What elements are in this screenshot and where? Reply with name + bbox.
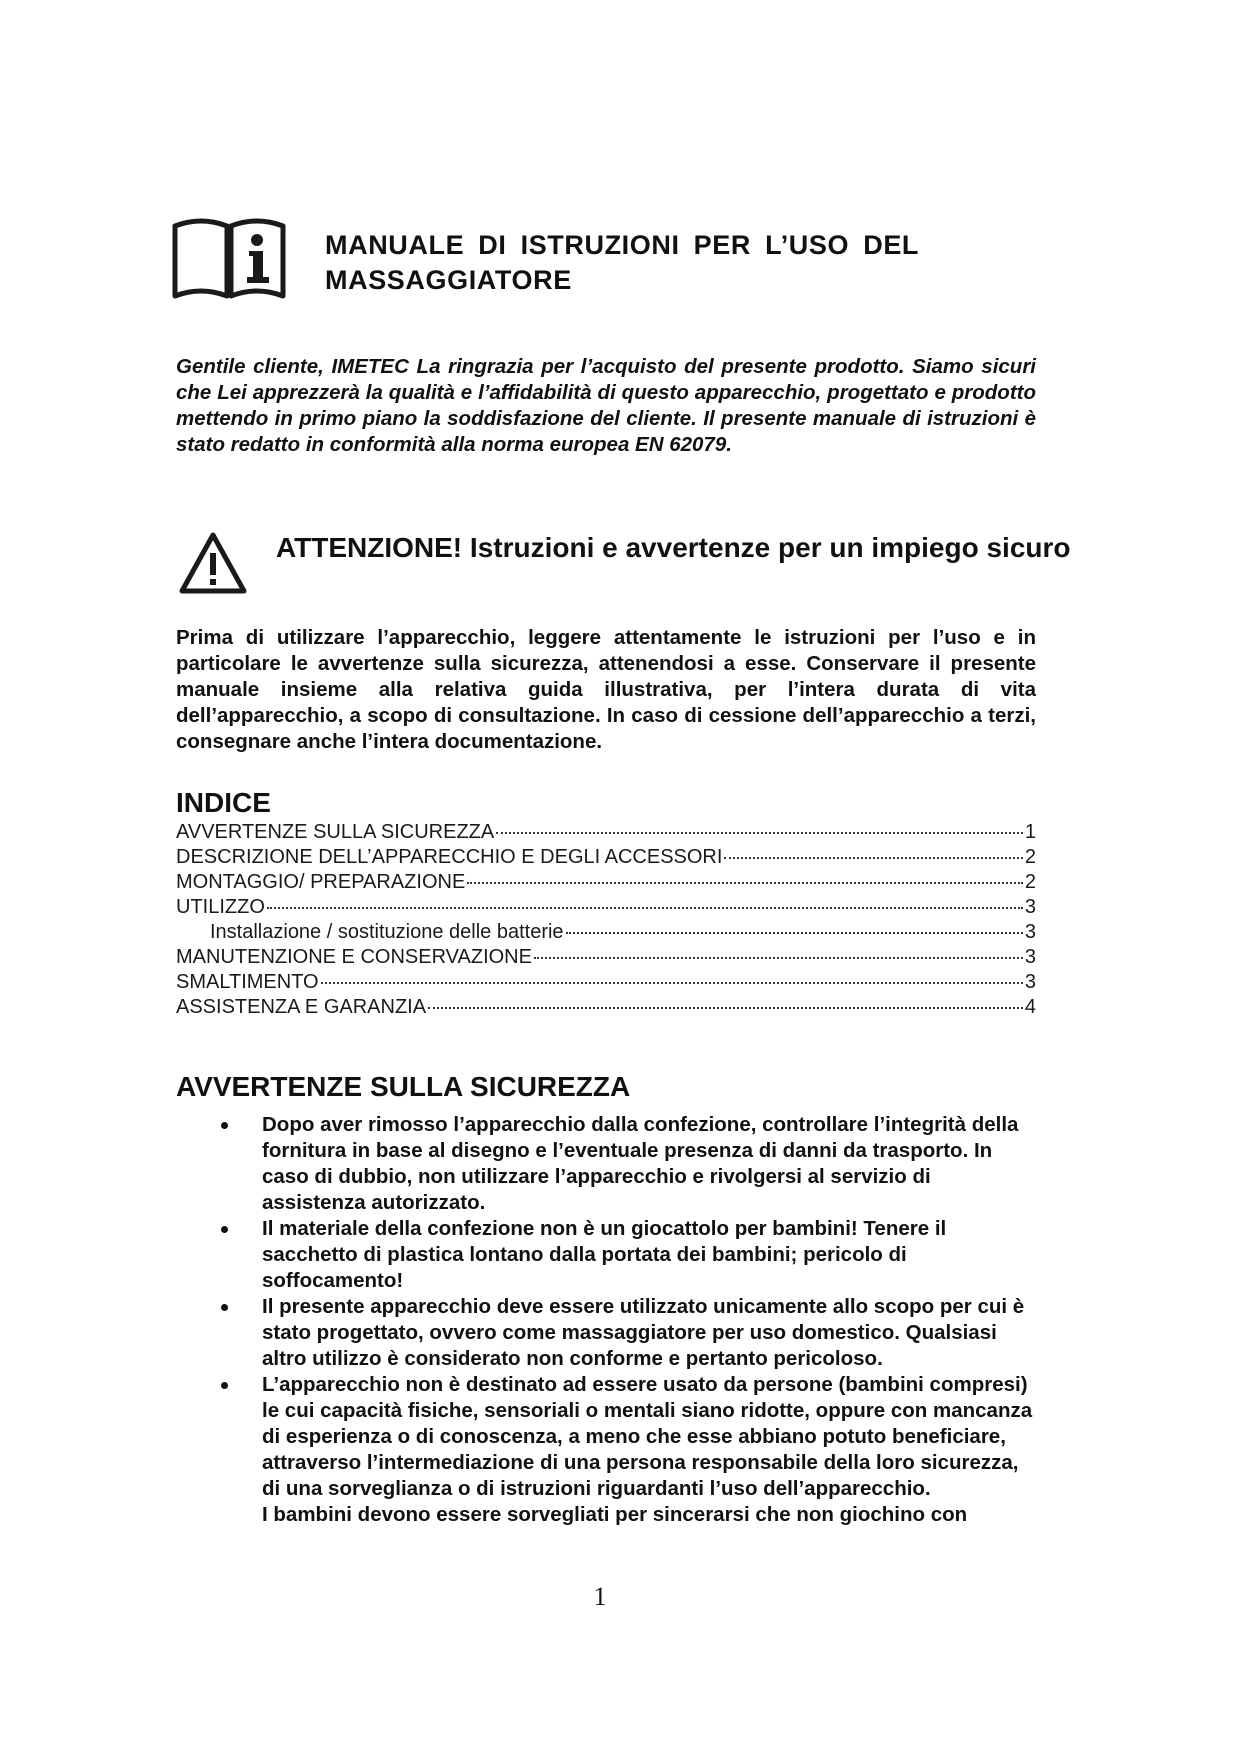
toc-entry: [176, 946, 1036, 971]
toc-leader: [321, 981, 1023, 984]
title-line-1: MANUALE DI ISTRUZIONI PER L’USO DEL: [325, 230, 920, 260]
list-item: [176, 1372, 1036, 1528]
intro-paragraph: Gentile cliente, IMETEC La ringrazia per l’acquisto del presente prodotto. Siamo sicuri che Lei apprezzerà la qualità e l’affidabilità di questo apparecchio, progettato e prodotto mettendo in primo piano la soddisfazione del cliente. Il presente manuale di istruzioni è stato redatto in conformità alla norma europea EN 62079.: [176, 355, 1036, 456]
toc-page-number: 1: [1024, 821, 1036, 843]
toc-page-number: 3: [1024, 971, 1036, 993]
bullet-icon: [221, 1226, 228, 1233]
toc-label: DESCRIZIONE DELL’APPARECCHIO E DEGLI ACCESSORI: [176, 846, 723, 868]
toc-leader: [428, 1006, 1023, 1009]
toc-leader: [496, 831, 1023, 834]
title-line-2: MASSAGGIATORE: [325, 265, 572, 295]
bullet-text: Il presente apparecchio deve essere utilizzato unicamente allo scopo per cui è stato progettato, ovvero come massaggiatore per uso domestico. Qualsiasi altro utilizzo è considerato non conforme e pertanto pericoloso.: [262, 1295, 1025, 1370]
toc-label: UTILIZZO: [176, 896, 265, 918]
toc-leader: [566, 931, 1023, 934]
toc-leader: [534, 956, 1023, 959]
toc-leader: [467, 881, 1023, 884]
toc-leader: [267, 906, 1023, 909]
bullet-continuation: I bambini devono essere sorvegliati per sincerarsi che non giochino con: [262, 1503, 968, 1526]
toc-page-number: 3: [1024, 946, 1036, 968]
information-manual-icon: [171, 218, 287, 302]
toc-page-number: 2: [1024, 871, 1036, 893]
toc-page-number: 3: [1024, 921, 1036, 943]
toc-entry: [176, 971, 1036, 996]
bullet-icon: [221, 1122, 228, 1129]
warning-paragraph: Prima di utilizzare l’apparecchio, leggere attentamente le istruzioni per l’uso e in particolare le avvertenze sulla sicurezza, attenendosi a esse. Conservare il presente manuale insieme alla relativa guida illustrativa, per l’intera durata di vita dell’apparecchio, a scopo di consultazione. In caso di cessione dell’apparecchio a terzi, consegnare anche l’intera documentazione.: [176, 626, 1036, 753]
toc-entry: [176, 871, 1036, 896]
warning-triangle-icon: [178, 531, 248, 595]
warning-title: ATTENZIONE! Istruzioni e avvertenze per un impiego sicuro: [276, 532, 1071, 563]
toc-label: Installazione / sostituzione delle batterie: [210, 921, 564, 943]
toc-label: SMALTIMENTO: [176, 971, 319, 993]
toc-label: ASSISTENZA E GARANZIA: [176, 996, 427, 1018]
toc-page-number: 2: [1024, 846, 1036, 868]
bullet-text: Il materiale della confezione non è un giocattolo per bambini! Tenere il sacchetto di plastica lontano dalla portata dei bambini; pericolo di soffocamento!: [262, 1217, 947, 1292]
toc-leader: [724, 856, 1022, 859]
document-header: [171, 218, 1071, 308]
toc-page-number: 4: [1024, 996, 1036, 1018]
toc-label: AVVERTENZE SULLA SICUREZZA: [176, 821, 495, 843]
list-item: [176, 1112, 1036, 1216]
table-of-contents: [176, 821, 1036, 1021]
page-title: [325, 228, 1045, 298]
safety-section-title: AVVERTENZE SULLA SICUREZZA: [176, 1071, 631, 1102]
toc-label: MONTAGGIO/ PREPARAZIONE: [176, 871, 466, 893]
page-number: 1: [593, 1582, 607, 1611]
bullet-icon: [221, 1304, 228, 1311]
bullet-text: L’apparecchio non è destinato ad essere usato da persone (bambini compresi) le cui capacità fisiche, sensoriali o mentali siano ridotte, oppure con mancanza di esperienza o di conoscenza, a meno che esse abbiano potuto beneficiare, attraverso l’intermediazione di una persona responsabile della loro sicurezza, di una sorveglianza o di istruzioni riguardanti l’uso dell’apparecchio.: [262, 1373, 1033, 1500]
toc-entry: [176, 896, 1036, 921]
toc-entry: [176, 996, 1036, 1021]
list-item: [176, 1294, 1036, 1372]
toc-entry: [176, 846, 1036, 871]
toc-page-number: 3: [1024, 896, 1036, 918]
safety-bullet-list: [176, 1112, 1036, 1528]
bullet-text: Dopo aver rimosso l’apparecchio dalla confezione, controllare l’integrità della fornitura in base al disegno e l’eventuale presenza di danni da trasporto. In caso di dubbio, non utilizzare l’apparecchio e rivolgersi al servizio di assistenza autorizzato.: [262, 1113, 1019, 1214]
list-item: [176, 1216, 1036, 1294]
toc-label: MANUTENZIONE E CONSERVAZIONE: [176, 946, 532, 968]
toc-entry: [176, 821, 1036, 846]
bullet-icon: [221, 1382, 228, 1389]
toc-subentry: [176, 921, 1036, 946]
index-title: INDICE: [176, 787, 271, 818]
